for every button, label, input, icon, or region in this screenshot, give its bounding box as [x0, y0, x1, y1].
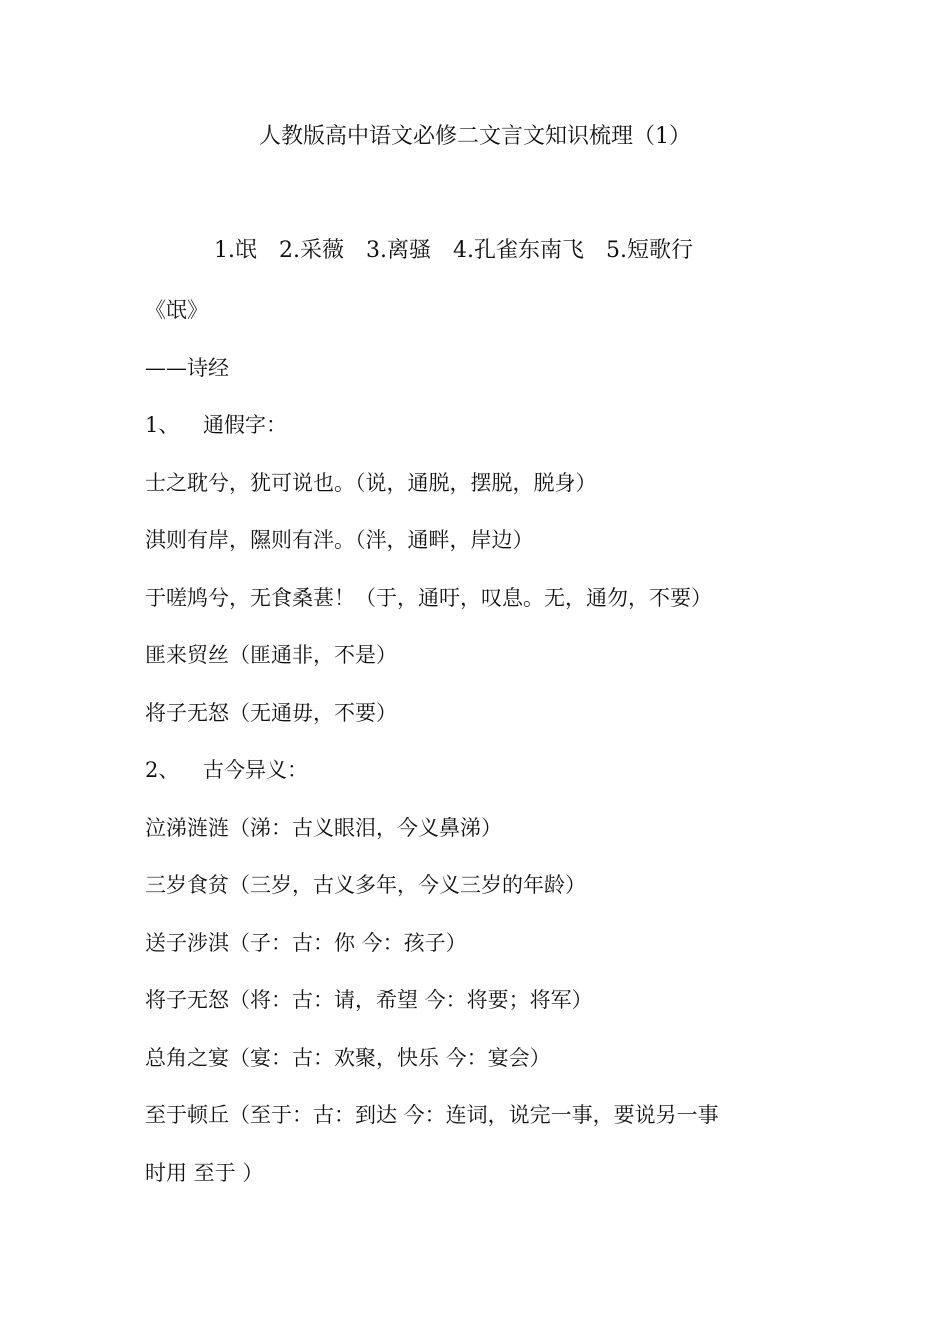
- document-title: 人教版高中语文必修二文言文知识梳理（1）: [259, 124, 691, 149]
- text-line: 送子涉淇（子：古：你 今：孩子）: [145, 930, 467, 955]
- section-number: 1、: [145, 413, 180, 437]
- section-heading-gujinyiyi: [145, 755, 825, 813]
- text-line: 于嗟鸠兮，无食桑葚！（于，通吁，叹息。无，通勿，不要）: [145, 585, 712, 610]
- poem-source: ——诗经: [145, 355, 229, 380]
- text-line: 至于顿丘（至于：古：到达 今：连词，说完一事，要说另一事: [145, 1103, 719, 1127]
- text-line: 将子无怒（无通毋，不要）: [145, 700, 397, 725]
- text-line: 匪来贸丝（匪通非，不是）: [145, 643, 397, 667]
- document-body: [145, 295, 825, 1215]
- text-line: 总角之宴（宴：古：欢聚，快乐 今：宴会）: [145, 1045, 551, 1070]
- table-of-contents: 1.氓 2.采薇 3.离骚 4.孔雀东南飞 5.短歌行: [214, 238, 693, 263]
- section-label: 通假字：: [203, 413, 287, 437]
- text-line: 将子无怒（将：古：请，希望 今：将要；将军）: [145, 988, 593, 1012]
- text-line: 三岁食贫（三岁，古义多年，今义三岁的年龄）: [145, 873, 586, 897]
- section-label: 古今异义：: [203, 758, 308, 782]
- text-line: 士之耽兮，犹可说也。（说，通脱，摆脱，脱身）: [145, 470, 597, 495]
- text-line: 时用 至于 ）: [145, 1160, 264, 1185]
- section-heading-tongjiazi: [145, 410, 825, 468]
- text-line: 泣涕涟涟（涕：古义眼泪，今义鼻涕）: [145, 815, 502, 840]
- section-number: 2、: [145, 758, 180, 782]
- poem-title: 《氓》: [145, 298, 208, 322]
- text-line: 淇则有岸，隰则有泮。（泮，通畔，岸边）: [145, 528, 534, 552]
